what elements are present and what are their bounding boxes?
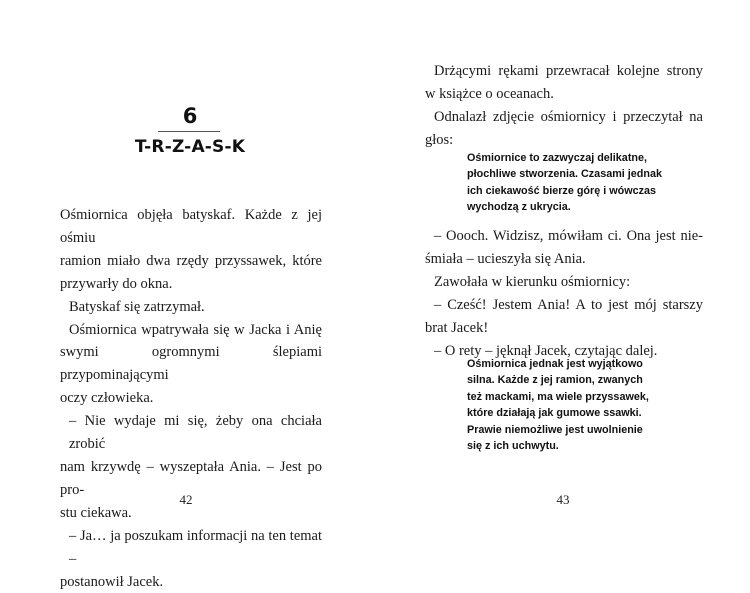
chapter-title: T-R-Z-A-S-K [120, 136, 260, 158]
callout-line: się z ich uchwytu. [467, 438, 687, 454]
text-line: postanowił Jacek. [60, 571, 322, 593]
callout-line: Ośmiornica jednak jest wyjątkowo [467, 356, 687, 372]
page-number: 42 [166, 492, 206, 508]
text-line: Batyskaf się zatrzymał. [60, 296, 322, 319]
info-callout [467, 150, 687, 216]
callout-line: wychodzą z ukrycia. [467, 199, 687, 215]
page-number: 43 [543, 492, 583, 508]
text-line: Ośmiornica objęła batyskaf. Każde z jej ośmiu [60, 204, 322, 250]
text-line: stu ciekawa. [60, 502, 322, 525]
text-line: nam krzywdę – wyszeptała Ania. – Jest po pro- [60, 456, 322, 502]
text-line: Ośmiornica wpatrywała się w Jacka i Anię [60, 319, 322, 342]
callout-line: ich ciekawość bierze górę i wówczas [467, 183, 687, 199]
text-line: oczy człowieka. [60, 387, 322, 410]
callout-line: płochliwe stworzenia. Czasami jednak [467, 166, 687, 182]
right-body-text-top [425, 60, 703, 152]
text-line: Odnalazł zdjęcie ośmiornicy i przeczytał na [425, 106, 703, 129]
text-line: śmiała – ucieszyła się Ania. [425, 248, 703, 271]
text-line: – Cześć! Jestem Ania! A to jest mój starszy [425, 294, 703, 317]
callout-line: Ośmiornice to zazwyczaj delikatne, [467, 150, 687, 166]
chapter-divider [158, 131, 220, 132]
text-line: Zawołała w kierunku ośmiornicy: [425, 271, 703, 294]
text-line: – Nie wydaje mi się, żeby ona chciała zrobić [60, 410, 322, 456]
text-line: w książce o oceanach. [425, 83, 703, 106]
text-line: Drżącymi rękami przewracał kolejne strony [425, 60, 703, 83]
info-callout [467, 356, 687, 454]
text-line: – Oooch. Widzisz, mówiłam ci. Ona jest nie- [425, 225, 703, 248]
chapter-number: 6 [160, 104, 220, 128]
right-body-text-middle [425, 225, 703, 362]
callout-line: silna. Każde z jej ramion, zwanych [467, 372, 687, 388]
text-line: ramion miało dwa rzędy przyssawek, które [60, 250, 322, 273]
callout-line: Prawie niemożliwe jest uwolnienie [467, 422, 687, 438]
left-page [0, 0, 375, 549]
callout-line: które działają jak gumowe ssawki. [467, 405, 687, 421]
text-line: przywarły do okna. [60, 273, 322, 296]
callout-line: też mackami, ma wiele przyssawek, [467, 389, 687, 405]
text-line: swymi ogromnymi ślepiami przypominającymi [60, 341, 322, 387]
text-line: głos: [425, 129, 703, 152]
text-line: – O rety – jęknął Jacek, czytając dalej. [425, 340, 703, 363]
text-line: – Ja… ja poszukam informacji na ten temat – [60, 525, 322, 571]
text-line: brat Jacek! [425, 317, 703, 340]
left-body-text [60, 204, 322, 593]
